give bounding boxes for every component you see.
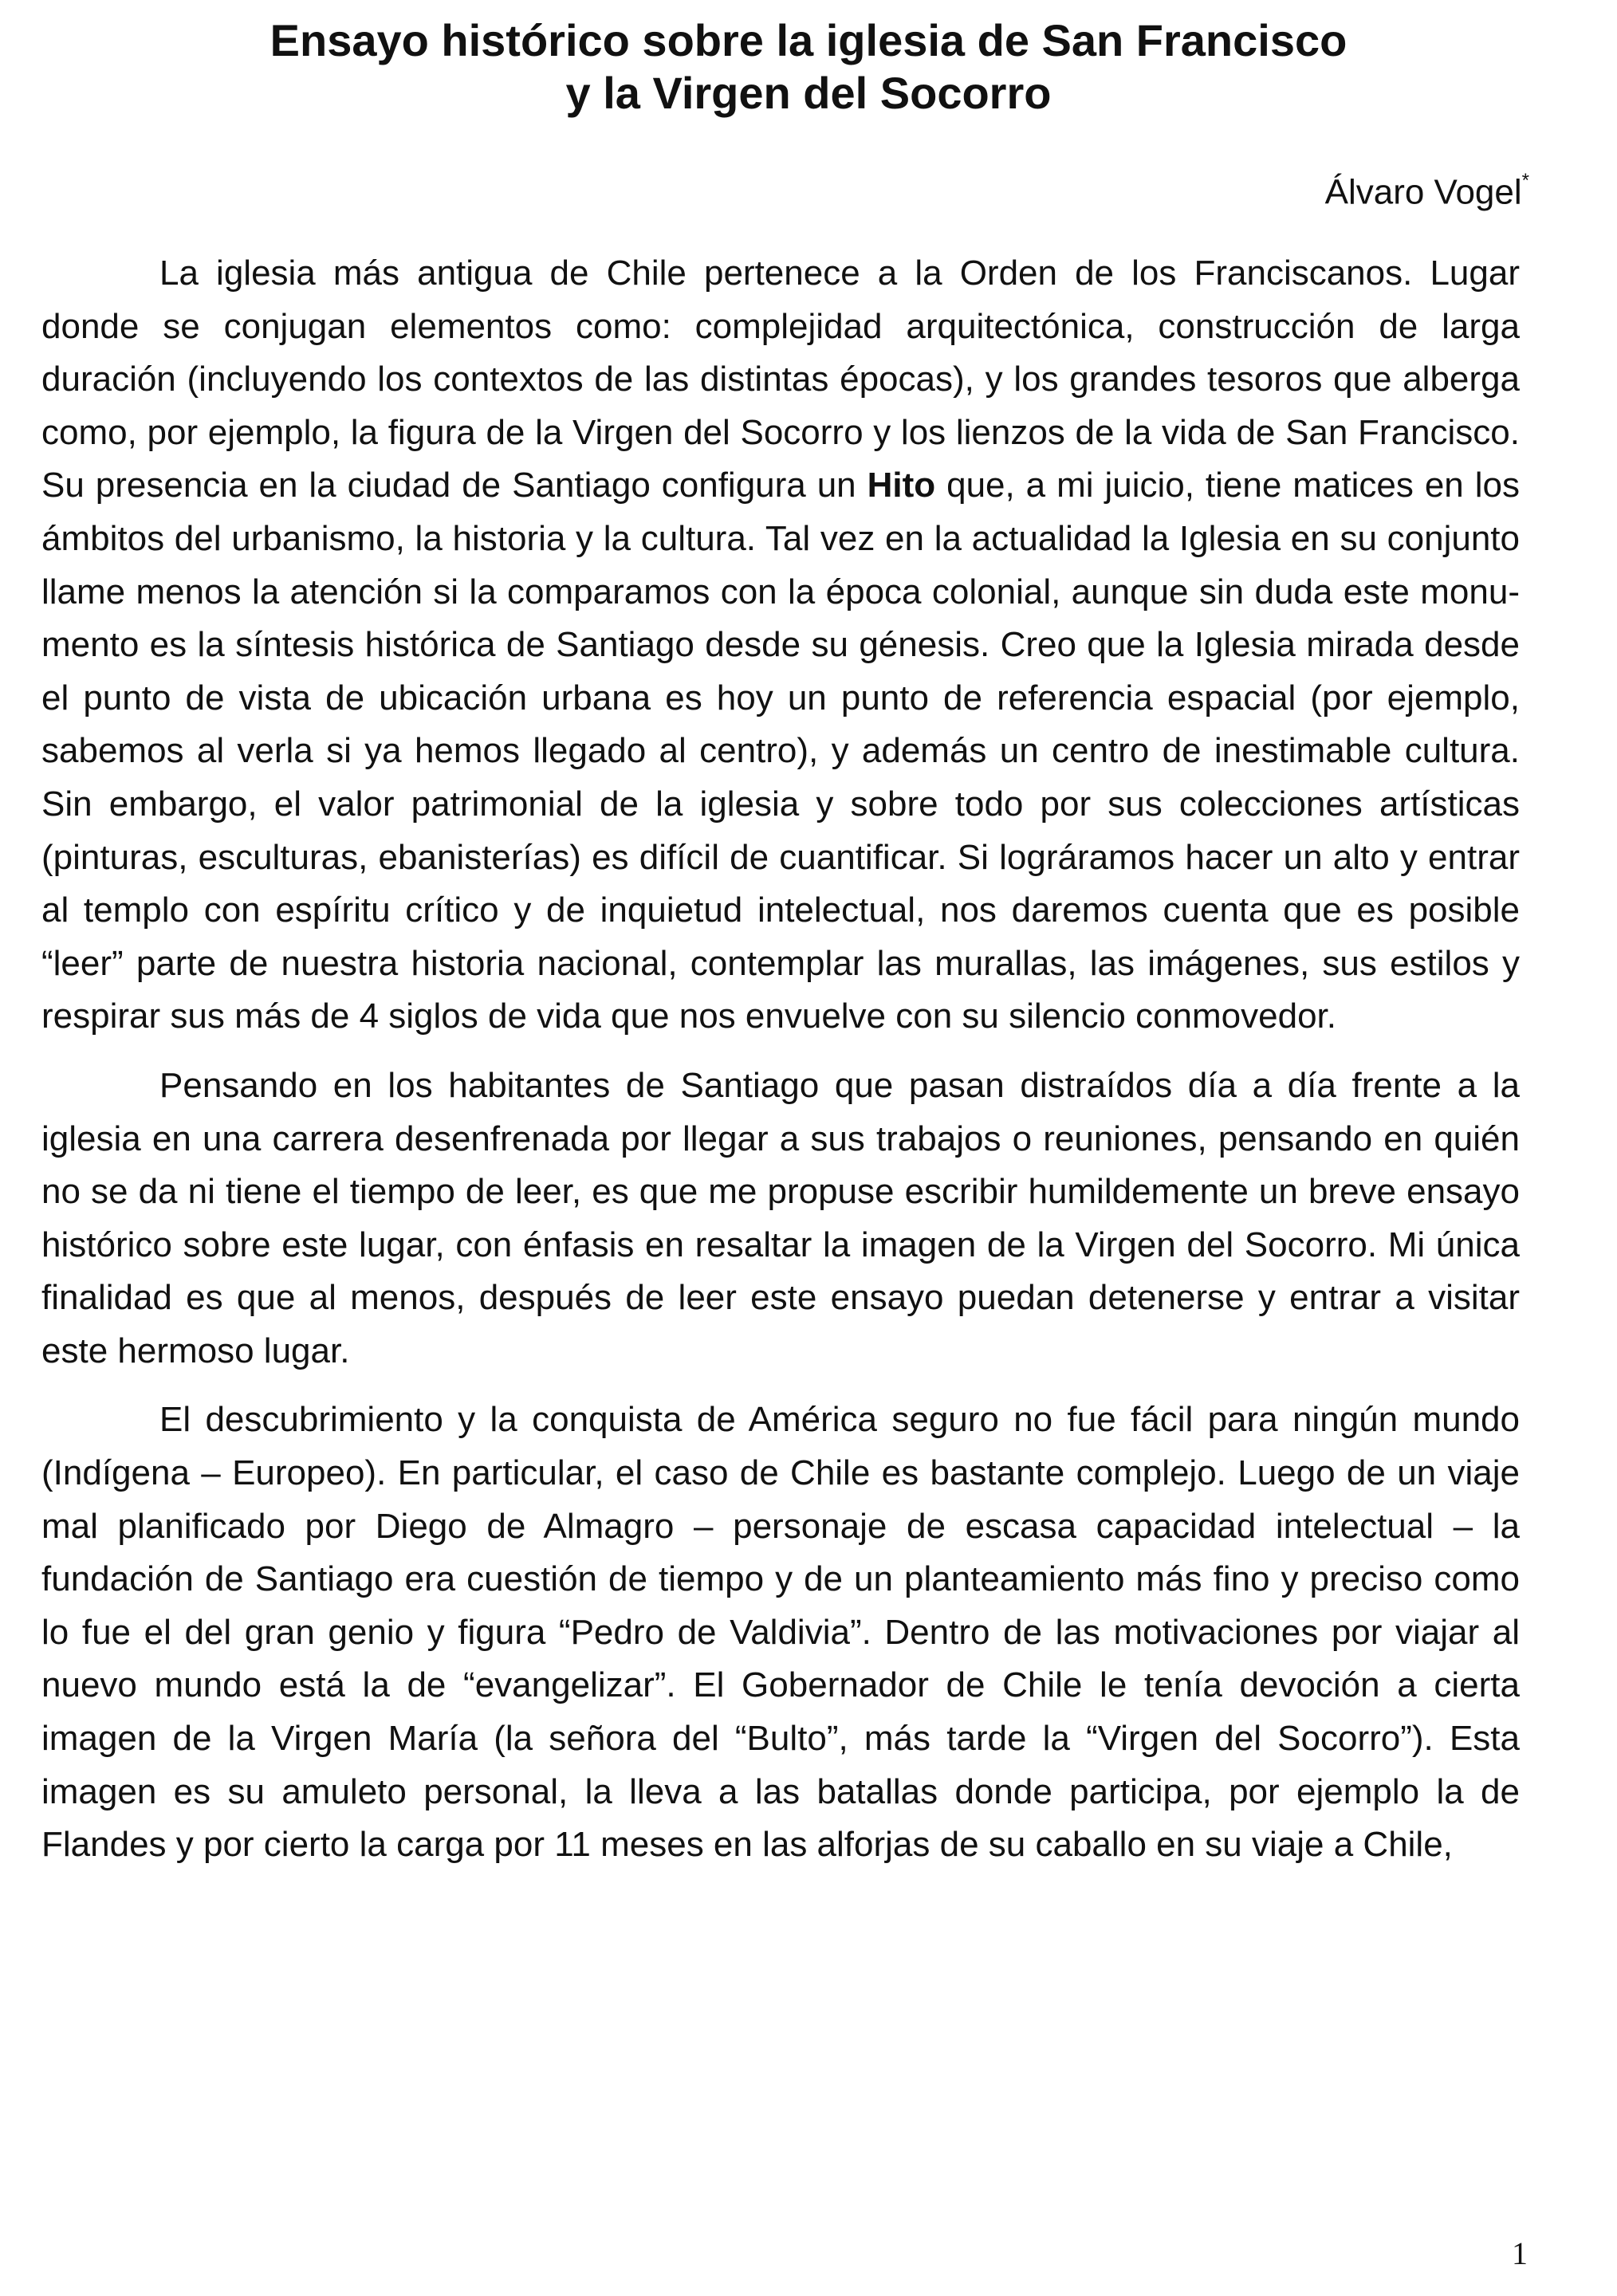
paragraph-1-bold-term: Hito [867,466,936,505]
document-title [0,14,1617,120]
paragraph-3: El descubrimiento y la conquista de América seguro no fue fácil para ningún mundo (Indígena – Europeo). En particular, el caso de Chile es bastante complejo. Luego de un viaje mal planificado por Diego de Almagro – personaje de escasa capacidad intelectual – la fundación de Santiago era cuestión de tiempo y de un planteamiento más fino y preciso como lo fue el del gran genio y figura “Pedro de Valdivia”. Dentro de las motivaciones por viajar al nuevo mundo está la de “evangelizar”. El Gobernador de Chile le tenía devoción a cierta imagen de la Virgen María (la señora del “Bulto”, más tarde la “Virgen del Socorro”). Esta imagen es su amuleto personal, la lleva a las batallas donde participa, por ejemplo la de Flandes y por cierto la carga por 11 meses en las alforjas de su caballo en su viaje a Chile, [41,1400,1520,1865]
paragraph-1-text-start: La iglesia más antigua de Chile pertenece a la Orden de los Franciscanos. Lugar donde se conjugan elementos como: complejidad arquitectónica, construcción de larga duración (incluyendo los contextos de las distintas épocas), y los grandes tesoros que alberga como, por ejemplo, la figura de la Virgen del Socorro y los lienzos de la vida de San Francisco. Su presencia en la ciudad de Santiago configura un [41,254,1520,505]
title-line-1: Ensayo histórico sobre la iglesia de San Francisco [270,15,1348,65]
page-number: 1 [1512,2235,1528,2271]
paragraph-1-text-end: que, a mi juicio, tiene matices en los ámbitos del urbanismo, la historia y la cultura. Tal vez en la actualidad la Iglesia en su conjunto llame menos la atención si la comparamos con la época colonial, aunque sin duda este monumento es la síntesis histórica de Santiago desde su génesis. Creo que la Iglesia mirada desde el punto de vista de ubicación urbana es hoy un punto de referencia espacial (por ejemplo, sabemos al verla si ya hemos llegado al centro), y además un centro de inestimable cultura. Sin embargo, el valor patrimonial de la iglesia y sobre todo por sus colecciones artísticas (pinturas, esculturas, ebanisterías) es difícil de cuantificar. Si lográramos hacer un alto y entrar al templo con espíritu crítico y de inquietud intelectual, nos daremos cuenta que es posible “leer” parte de nuestra historia nacional, contemplar las murallas, las imágenes, sus estilos y respirar sus más de 4 siglos de vida que nos envuelve con su silencio conmovedor. [41,466,1520,1036]
paragraph-2: Pensando en los habitantes de Santiago que pasan distraídos día a día frente a la iglesia en una carrera desenfrenada por llegar a sus trabajos o reuniones, pensando en quién no se da ni tiene el tiempo de leer, es que me propuse escribir humildemente un breve ensayo histórico sobre este lugar, con énfasis en resaltar la imagen de la Virgen del Socorro. Mi única finalidad es que al menos, después de leer este ensayo puedan detenerse y entrar a visitar este hermoso lugar. [41,1065,1520,1370]
paragraph-1 [41,247,1520,1044]
title-line-2: y la Virgen del Socorro [565,68,1052,118]
body-text [41,247,1520,1872]
author-name: Álvaro Vogel [1324,172,1522,212]
author-line [1325,163,1529,215]
author-footnote-mark: * [1521,170,1529,191]
